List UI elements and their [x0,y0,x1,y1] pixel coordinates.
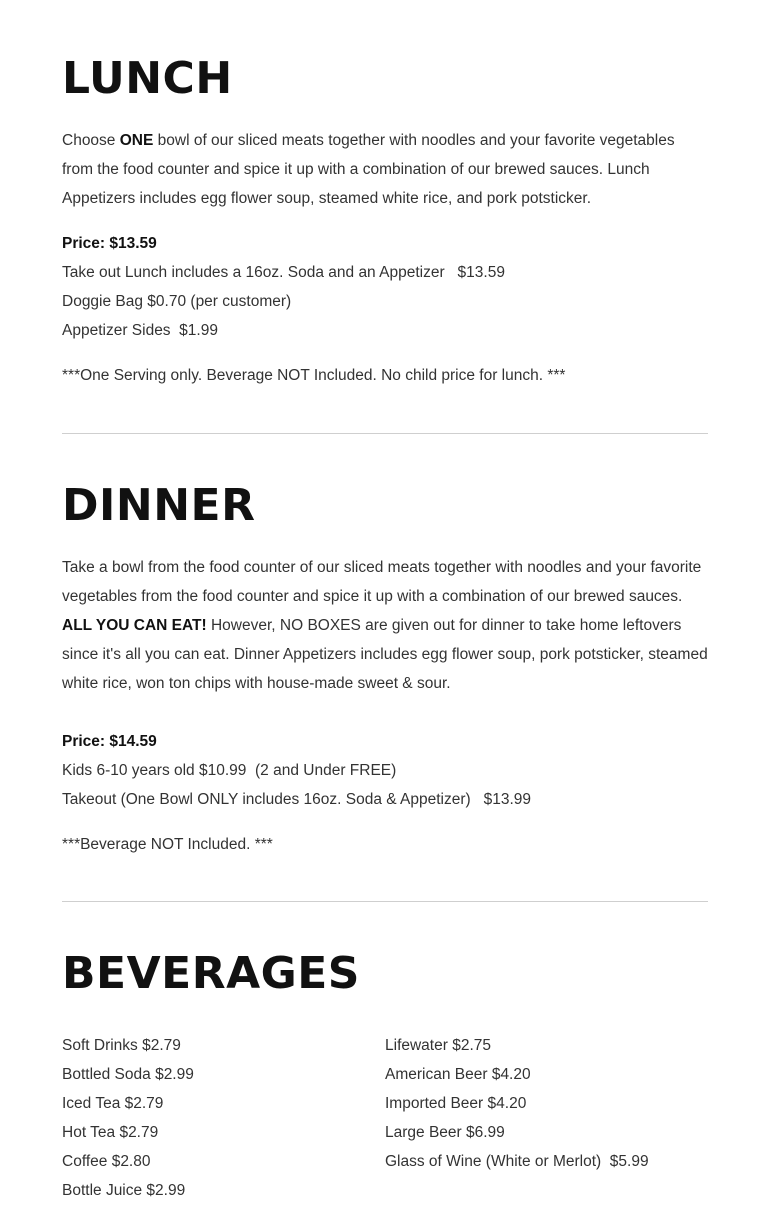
lunch-description-pre: Choose [62,132,120,149]
beverages-right-column [385,1031,708,1205]
dinner-description-post: However, NO BOXES are given out for dinner to take home leftovers since it's all you can eat. Dinner Appetizers includes egg flower soup, pork potsticker, steamed white rice, won ton chips with house-made sweet & sour. [62,617,708,692]
dinner-divider [62,901,708,902]
beverage-item: American Beer $4.20 [385,1066,531,1083]
beverage-item: Coffee $2.80 [62,1153,151,1170]
lunch-divider [62,433,708,434]
dinner-description-bold: ALL YOU CAN EAT! [62,617,207,634]
beverage-item: Bottle Juice $2.99 [62,1182,186,1199]
beverage-item: Hot Tea $2.79 [62,1124,159,1141]
lunch-appetizer-sides-line: Appetizer Sides $1.99 [62,322,218,339]
lunch-doggie-bag-line: Doggie Bag $0.70 (per customer) [62,293,292,310]
dinner-note: ***Beverage NOT Included. *** [62,836,273,853]
beverages-list [62,1031,708,1205]
lunch-description [62,126,708,213]
beverage-item: Large Beer $6.99 [385,1124,505,1141]
beverages-left-column [62,1031,385,1205]
beverage-item: Bottled Soda $2.99 [62,1066,194,1083]
lunch-section [62,53,708,390]
dinner-takeout-line: Takeout (One Bowl ONLY includes 16oz. Soda & Appetizer) $13.99 [62,791,532,808]
lunch-description-post: bowl of our sliced meats together with noodles and your favorite vegetables from the food counter and spice it up with a combination of our brewed sauces. Lunch Appetizers includes egg flower soup, steamed white rice, and pork potsticker. [62,132,675,207]
dinner-description [62,553,708,698]
lunch-description-bold: ONE [119,132,154,149]
menu-content [62,0,708,1205]
beverage-item: Soft Drinks $2.79 [62,1037,181,1054]
dinner-title: DINNER [62,480,256,531]
dinner-description-pre: Take a bowl from the food counter of our sliced meats together with noodles and your favorite vegetables from the food counter and spice it up with a combination of our brewed sauces. [62,559,702,605]
beverage-item: Lifewater $2.75 [385,1037,491,1054]
beverage-item: Iced Tea $2.79 [62,1095,164,1112]
beverages-title: BEVERAGES [62,948,360,999]
dinner-kids-line: Kids 6-10 years old $10.99 (2 and Under FREE) [62,762,397,779]
lunch-title: LUNCH [62,53,233,104]
beverages-section [62,948,708,1205]
dinner-section [62,480,708,859]
lunch-price: Price: $13.59 [62,235,157,252]
beverage-item: Imported Beer $4.20 [385,1095,527,1112]
beverage-item: Glass of Wine (White or Merlot) $5.99 [385,1153,649,1170]
lunch-note: ***One Serving only. Beverage NOT Included. No child price for lunch. *** [62,367,566,384]
dinner-price: Price: $14.59 [62,733,157,750]
lunch-takeout-line: Take out Lunch includes a 16oz. Soda and an Appetizer $13.59 [62,264,505,281]
